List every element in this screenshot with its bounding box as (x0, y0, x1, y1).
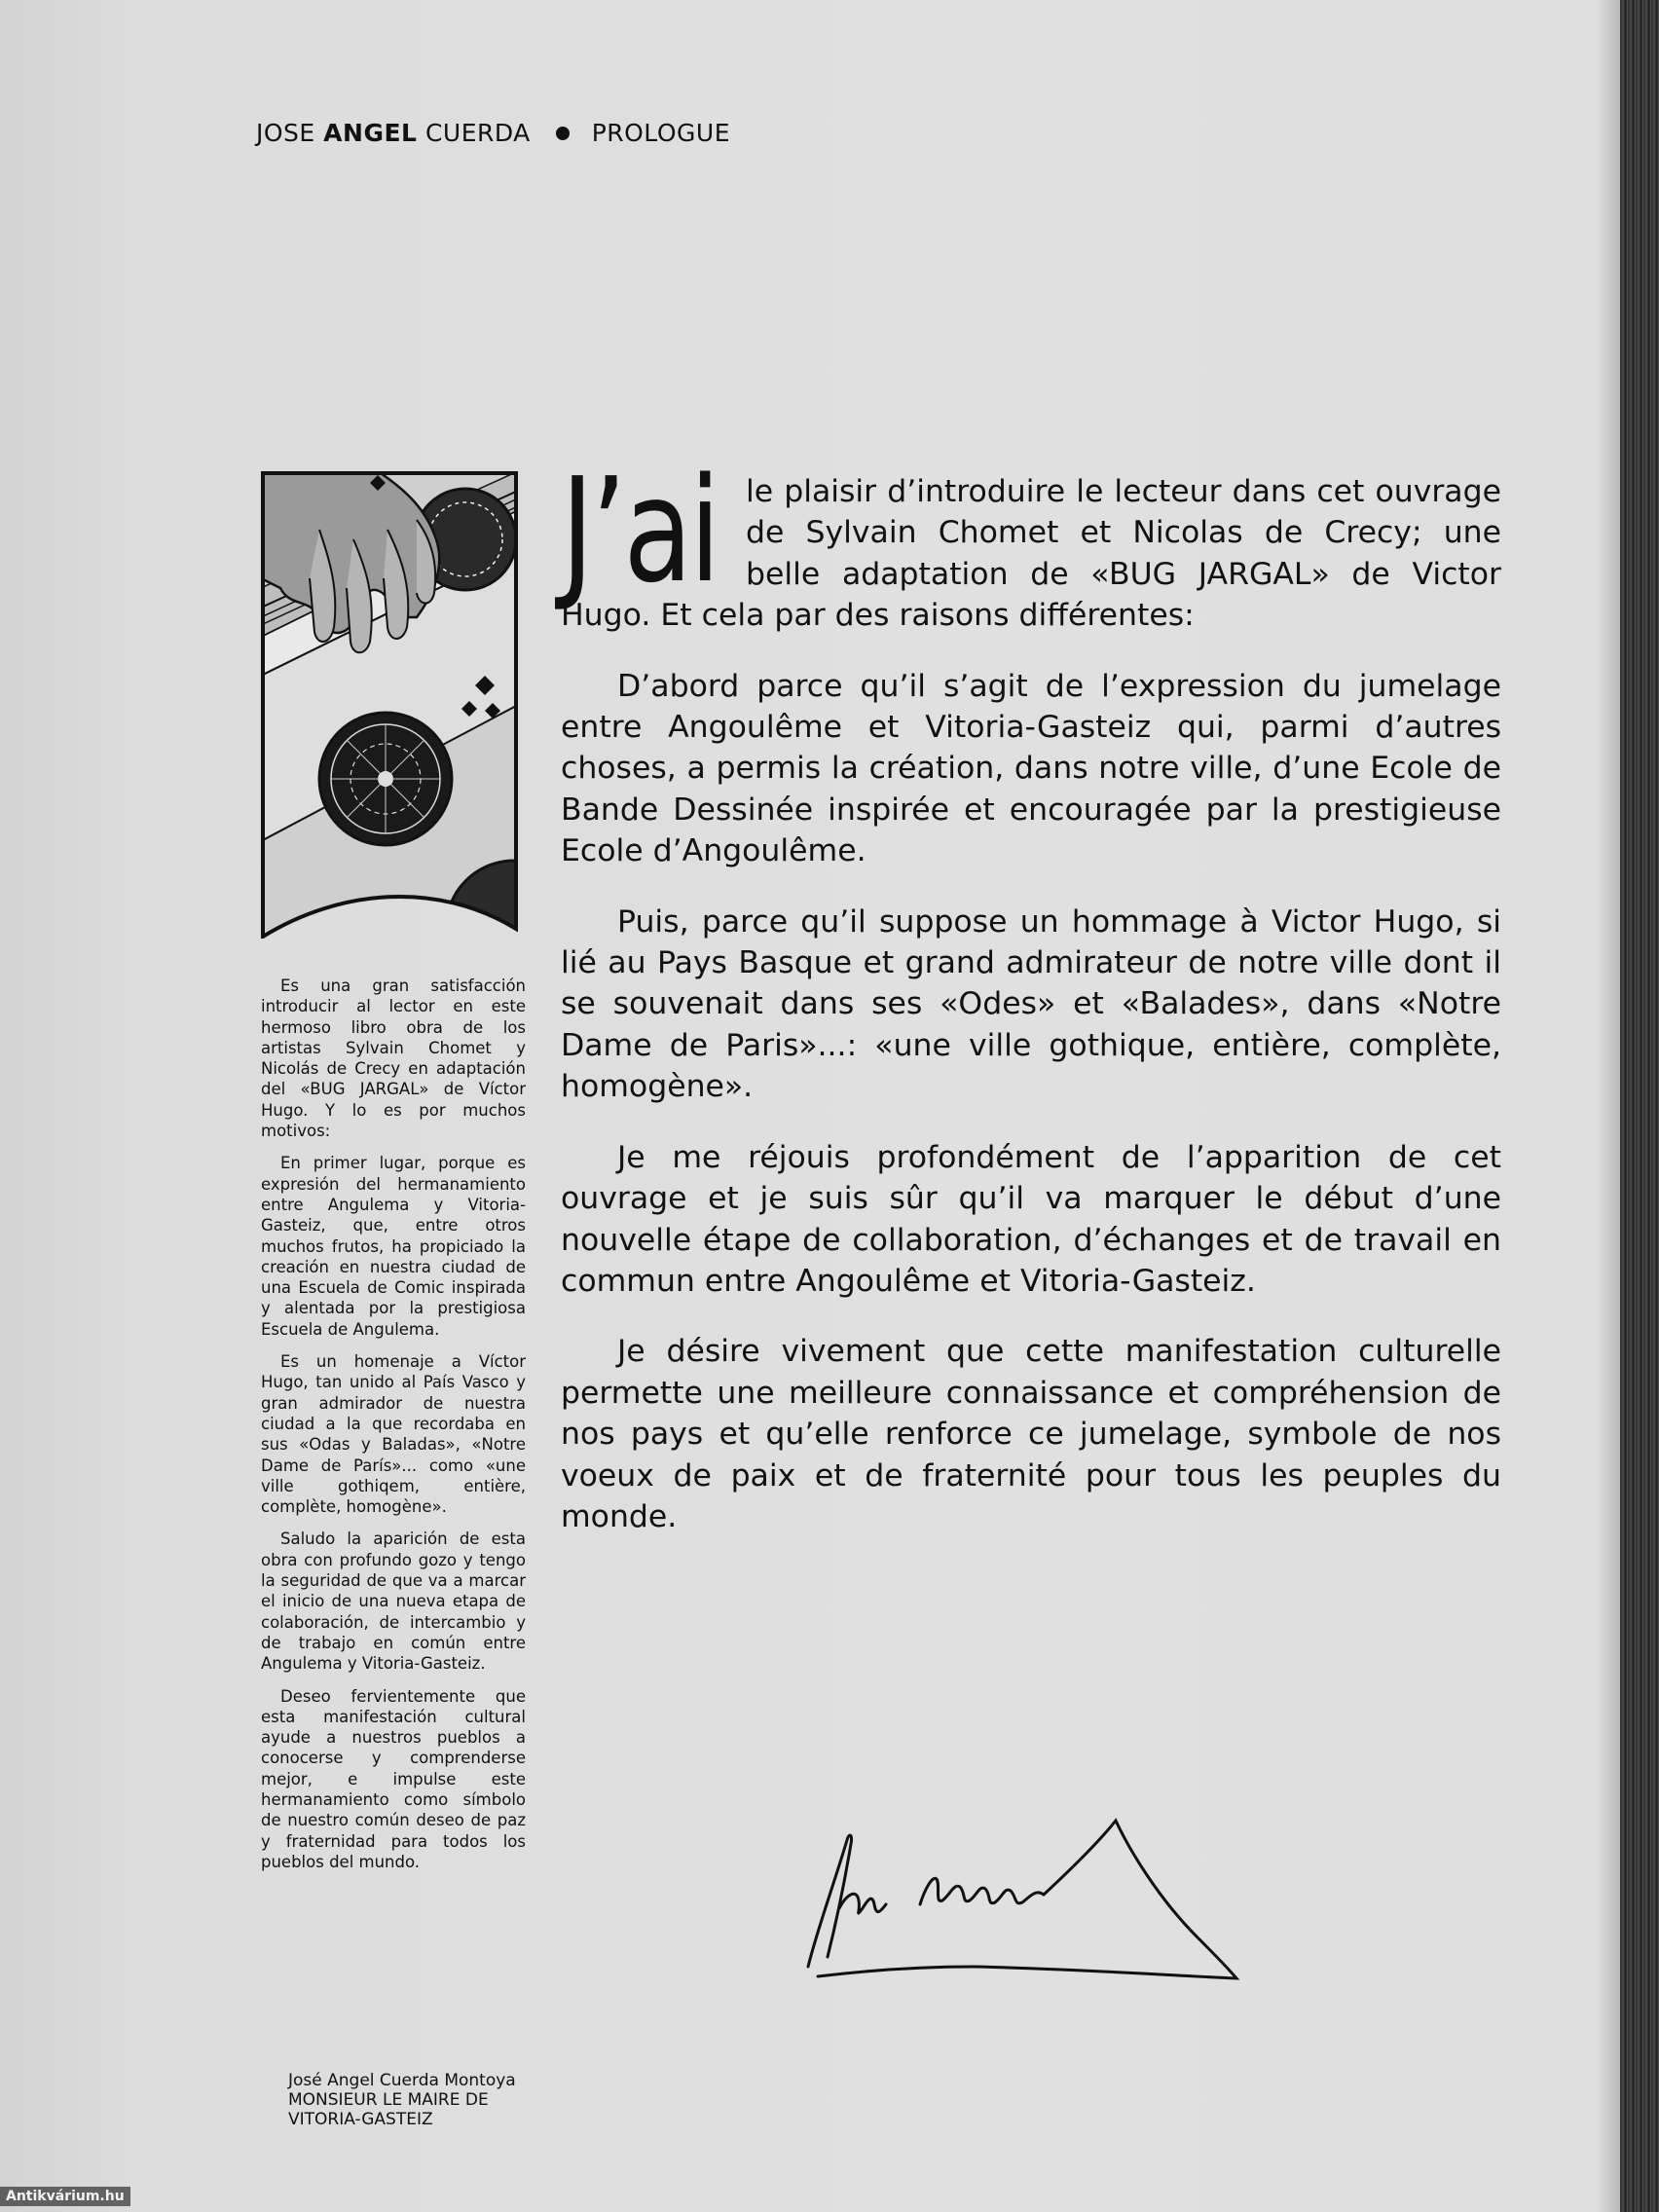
spanish-paragraph: Saludo la aparición de esta obra con profundo gozo y tengo la seguridad de que va a marcar el inicio de una nueva etapa de colaboración, de intercambio y de trabajo en común entre Angulema y Vitoria-Gasteiz. (261, 1530, 526, 1674)
spanish-paragraph: Es una gran satisfacción introducir al lector en este hermoso libro obra de los artistas Sylvain Chomet y Nicolás de Crecy en adaptación del «BUG JARGAL» de Víctor Hugo. Y lo es por muchos motivos: (261, 977, 526, 1141)
signature-block (288, 2071, 516, 2129)
signatory-name: José Angel Cuerda Montoya (288, 2071, 516, 2090)
spanish-paragraph: En primer lugar, porque es expresión del hermanamiento entre Angulema y Vitoria-Gasteiz, que, entre otros muchos frutos, ha propiciado la creación en nuestra ciudad de una Escuela de Comic inspirada y alentada por la prestigiosa Escuela de Angulema. (261, 1154, 526, 1339)
header-author-first: JOSE (256, 119, 315, 147)
header-author-last: CUERDA (424, 119, 531, 147)
bullet-separator (556, 127, 570, 140)
comic-illustration (261, 471, 518, 939)
watermark: Antikvárium.hu (0, 2187, 130, 2206)
body-paragraph: D’abord parce qu’il s’agit de l’expression du jumelage entre Angoulême et Vitoria-Gasteiz qui, parmi d’autres choses, a permis la création, dans notre ville, d’une Ecole de Bande Dessinée inspirée et encouragée par la prestigieuse Ecole d’Angoulême. (561, 668, 1501, 869)
signatory-title-line-1: MONSIEUR LE MAIRE DE (288, 2090, 489, 2110)
spanish-translation-column (261, 976, 526, 1884)
body-paragraph: Je me réjouis profondément de l’apparition de cet ouvrage et je suis sûr qu’il va marquer le début d’une nouvelle étape de collaboration, d’échanges et de travail en commun entre Angoulême et Vitoria-Gasteiz. (561, 1139, 1501, 1299)
body-paragraph: Puis, parce qu’il suppose un hommage à Victor Hugo, si lié au Pays Basque et grand admirateur de notre ville dont il se souvenait dans ses «Odes» et «Balades», dans «Notre Dame de Paris»...: «une ville gothique, entière, complète, homogène». (561, 903, 1501, 1105)
spanish-paragraph: Deseo fervientemente que esta manifestación cultural ayude a nuestros pueblos a conocerse y comprenderse mejor, e impulse este hermanamiento como símbolo de nuestro común deseo de paz y fraternidad para todos los pueblos del mundo. (261, 1686, 526, 1871)
hand-on-harp-drawing (261, 471, 518, 939)
spanish-paragraph: Es un homenaje a Víctor Hugo, tan unido al País Vasco y gran admirador de nuestra ciudad a la que recordaba en sus «Odas y Baladas», «Notre Dame de París»... como «une ville gothiqem, entière, complète, homogène». (261, 1352, 526, 1517)
opening-text: le plaisir d’introduire le lecteur dans cet ouvrage de Sylvain Chomet et Nicolas de Crecy; une belle adaptation de «BUG JARGAL» de Victor Hugo. Et cela par des raisons différentes: (561, 474, 1501, 634)
header-author-middle: ANGEL (323, 119, 418, 147)
handwritten-signature (779, 1811, 1256, 2006)
french-prologue-text (561, 447, 1501, 1567)
running-header (256, 119, 730, 147)
header-section: PROLOGUE (591, 119, 730, 147)
signatory-title-line-2: VITORIA-GASTEIZ (288, 2110, 433, 2129)
opening-paragraph (561, 447, 1501, 637)
book-edge (1620, 0, 1659, 2212)
drop-cap: J’ai (561, 447, 719, 614)
body-paragraph: Je désire vivement que cette manifestation culturelle permette une meilleure connaissance et compréhension de nos pays et qu’elle renforce ce jumelage, symbole de nos voeux de paix et de fraternité pour tous les peuples du monde. (561, 1334, 1501, 1534)
